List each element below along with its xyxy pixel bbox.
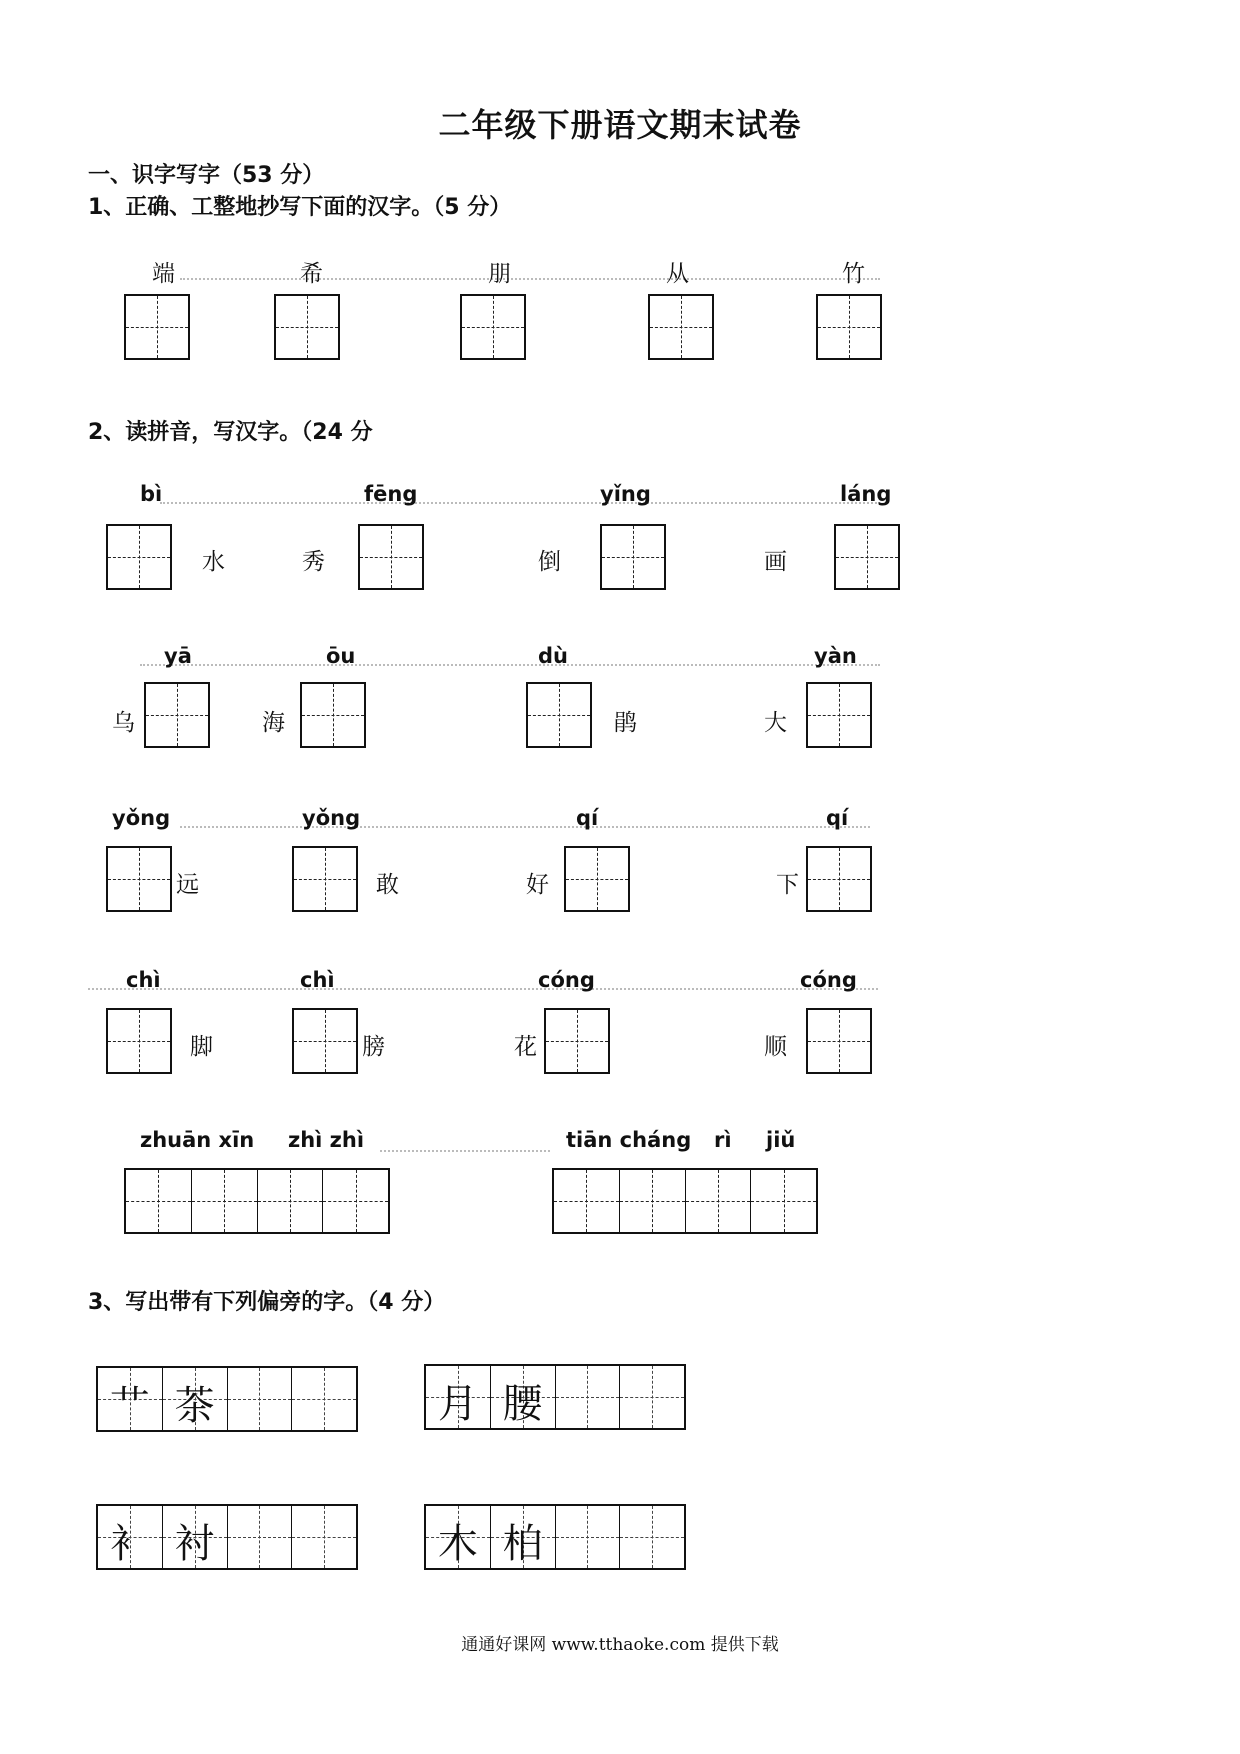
- copy-character: 端: [152, 261, 175, 287]
- grid-cell[interactable]: [126, 1170, 192, 1232]
- writing-box[interactable]: [106, 1008, 172, 1074]
- given-character: 倒: [538, 549, 561, 575]
- radical-glyph: 艹: [109, 1383, 150, 1429]
- writing-box[interactable]: [358, 524, 424, 590]
- grid-cell[interactable]: [258, 1170, 324, 1232]
- given-character: 画: [764, 549, 787, 575]
- given-character: 大: [764, 710, 787, 736]
- writing-box[interactable]: [648, 294, 714, 360]
- writing-box[interactable]: [292, 846, 358, 912]
- answer-cell[interactable]: [292, 1506, 356, 1568]
- pinyin: yàn: [814, 644, 857, 668]
- given-character: 远: [176, 872, 199, 898]
- given-character: 秀: [302, 549, 325, 575]
- pinyin: qí: [826, 806, 849, 830]
- dotted-guide: [380, 1150, 550, 1152]
- pinyin: tiān cháng: [566, 1128, 692, 1152]
- question-3-heading: 3、写出带有下列偏旁的字。（4 分）: [88, 1290, 446, 1315]
- answer-cell[interactable]: [228, 1368, 293, 1430]
- writing-box[interactable]: [292, 1008, 358, 1074]
- example-character: 腰: [502, 1381, 543, 1427]
- dotted-guide: [160, 502, 880, 504]
- given-character: 敢: [376, 872, 399, 898]
- answer-cell[interactable]: [620, 1366, 684, 1428]
- given-character: 海: [262, 710, 285, 736]
- writing-box[interactable]: [806, 846, 872, 912]
- answer-cell[interactable]: [292, 1368, 356, 1430]
- pinyin: cóng: [538, 968, 595, 992]
- given-character: 顺: [764, 1034, 787, 1060]
- pinyin: cóng: [800, 968, 857, 992]
- radical-grid[interactable]: [424, 1504, 686, 1570]
- answer-cell[interactable]: [620, 1506, 684, 1568]
- pinyin: yā: [164, 644, 192, 668]
- writing-box[interactable]: [816, 294, 882, 360]
- page-title: 二年级下册语文期末试卷: [438, 106, 802, 144]
- writing-box[interactable]: [300, 682, 366, 748]
- writing-box[interactable]: [806, 1008, 872, 1074]
- section-heading: 一、识字写字（53 分）: [88, 163, 325, 188]
- pinyin: jiǔ: [766, 1128, 796, 1152]
- answer-cell[interactable]: [556, 1366, 621, 1428]
- pinyin: dù: [538, 644, 568, 668]
- pinyin: ōu: [326, 644, 356, 668]
- pinyin: yǒng: [302, 806, 361, 830]
- question-1-heading: 1、正确、工整地抄写下面的汉字。（5 分）: [88, 195, 512, 220]
- pinyin: bì: [140, 482, 163, 506]
- writing-box[interactable]: [600, 524, 666, 590]
- given-character: 鹃: [614, 710, 637, 736]
- pinyin: qí: [576, 806, 599, 830]
- radical-grid[interactable]: [96, 1504, 358, 1570]
- writing-box[interactable]: [124, 294, 190, 360]
- radical-grid[interactable]: [424, 1364, 686, 1430]
- pinyin: zhì zhì: [288, 1128, 365, 1152]
- writing-box[interactable]: [106, 846, 172, 912]
- idiom-writing-grid[interactable]: [124, 1168, 390, 1234]
- writing-box[interactable]: [544, 1008, 610, 1074]
- copy-character: 从: [666, 261, 689, 287]
- idiom-writing-grid[interactable]: [552, 1168, 818, 1234]
- dotted-guide: [180, 826, 870, 828]
- answer-cell[interactable]: [556, 1506, 621, 1568]
- example-cell: [491, 1366, 556, 1428]
- dotted-guide: [88, 988, 878, 990]
- example-character: 衬: [174, 1521, 215, 1567]
- writing-box[interactable]: [564, 846, 630, 912]
- writing-box[interactable]: [460, 294, 526, 360]
- footer-credit: 通通好课网 www.tthaoke.com 提供下载: [461, 1635, 779, 1655]
- writing-box[interactable]: [806, 682, 872, 748]
- dotted-guide: [180, 278, 880, 280]
- radical-cell: [426, 1366, 491, 1428]
- given-character: 膀: [362, 1034, 385, 1060]
- grid-cell[interactable]: [554, 1170, 620, 1232]
- radical-cell: [98, 1506, 163, 1568]
- writing-box[interactable]: [526, 682, 592, 748]
- radical-grid[interactable]: [96, 1366, 358, 1432]
- radical-cell: [98, 1368, 163, 1430]
- pinyin: chì: [126, 968, 161, 992]
- copy-character: 竹: [842, 261, 865, 287]
- example-character: 茶: [174, 1383, 215, 1429]
- radical-cell: [426, 1506, 491, 1568]
- pinyin: láng: [840, 482, 892, 506]
- grid-cell[interactable]: [323, 1170, 388, 1232]
- pinyin: chì: [300, 968, 335, 992]
- grid-cell[interactable]: [192, 1170, 258, 1232]
- writing-box[interactable]: [834, 524, 900, 590]
- copy-character: 希: [300, 261, 323, 287]
- pinyin: yǐng: [600, 482, 651, 506]
- dotted-guide: [140, 664, 880, 666]
- example-cell: [491, 1506, 556, 1568]
- grid-cell[interactable]: [686, 1170, 752, 1232]
- grid-cell[interactable]: [751, 1170, 816, 1232]
- given-character: 水: [202, 549, 225, 575]
- given-character: 花: [514, 1034, 537, 1060]
- radical-glyph: 月: [437, 1381, 478, 1427]
- example-cell: [163, 1368, 228, 1430]
- writing-box[interactable]: [144, 682, 210, 748]
- pinyin: rì: [714, 1128, 732, 1152]
- pinyin: fēng: [364, 482, 418, 506]
- writing-box[interactable]: [274, 294, 340, 360]
- given-character: 好: [526, 872, 549, 898]
- given-character: 脚: [190, 1034, 213, 1060]
- pinyin: zhuān xīn: [140, 1128, 255, 1152]
- answer-cell[interactable]: [228, 1506, 293, 1568]
- given-character: 下: [776, 872, 799, 898]
- writing-box[interactable]: [106, 524, 172, 590]
- pinyin: yǒng: [112, 806, 171, 830]
- example-cell: [163, 1506, 228, 1568]
- grid-cell[interactable]: [620, 1170, 686, 1232]
- radical-glyph: 木: [437, 1521, 478, 1567]
- example-character: 柏: [502, 1521, 543, 1567]
- radical-glyph: 衤: [109, 1521, 150, 1567]
- given-character: 乌: [112, 710, 135, 736]
- copy-character: 朋: [488, 261, 511, 287]
- question-2-heading: 2、读拼音，写汉字。（24 分: [88, 420, 373, 445]
